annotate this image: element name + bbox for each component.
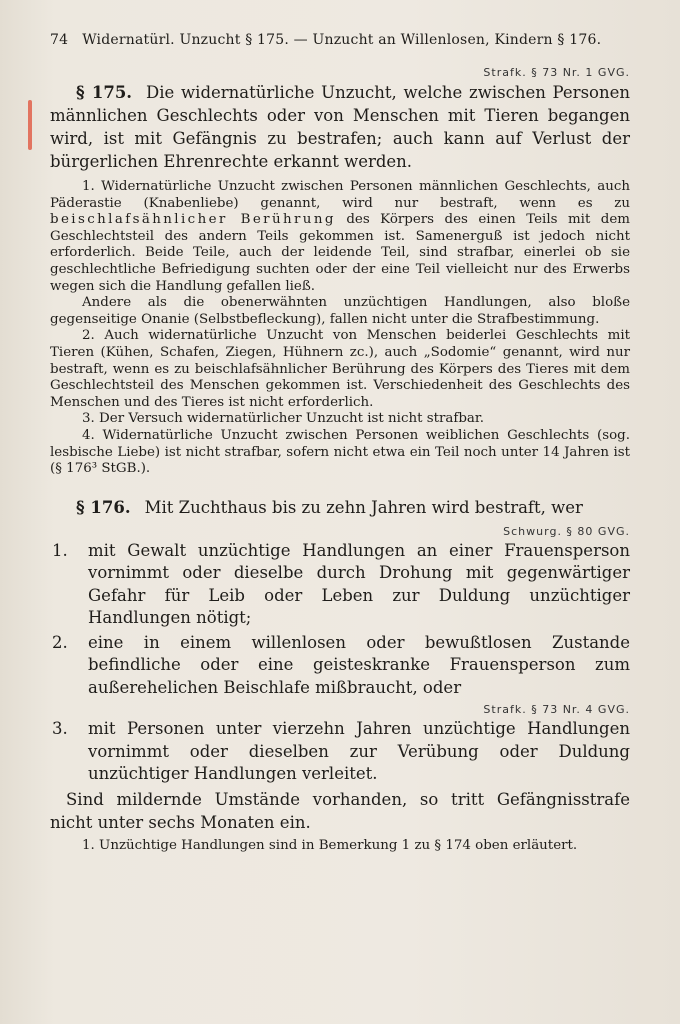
s175-note-1-emphasis: beischlafsähnlicher Berührung — [50, 212, 336, 228]
item-text: mit Personen unter vierzehn Jahren unzüchtige Handlungen vornimmt oder dieselben zur Verübung oder Duldung unzüchtiger Handlungen verleitet. — [88, 719, 630, 784]
s175-number: § 175. — [76, 83, 133, 102]
s176-number: § 176. — [76, 497, 131, 517]
item-number: 2. — [52, 632, 68, 652]
s176-item-2 — [50, 632, 630, 700]
item-number: 1. — [52, 540, 68, 560]
running-title: Widernatürl. Unzucht § 175. — Unzucht an Willenlosen, Kindern § 176. — [82, 32, 602, 48]
s176-reference-2: Strafk. § 73 Nr. 4 GVG. — [483, 703, 630, 717]
item-text: eine in einem willenlosen oder bewußtlosen Zustande befindliche oder eine geisteskranke Frauensperson zum außerehelichen Beischlafe mißbraucht, oder — [88, 632, 630, 697]
s176-paragraph — [50, 496, 630, 519]
s175-text: Die widernatürliche Unzucht, welche zwischen Personen männlichen Geschlechts oder von Menschen mit Tieren begangen wird, ist mit Gefängnis zu bestrafen; auch kann auf Verlust der bürgerlichen Ehrenrechte erkannt werden. — [50, 83, 630, 171]
s176-intro: Mit Zuchthaus bis zu zehn Jahren wird bestraft, wer — [144, 497, 583, 517]
running-header — [50, 32, 630, 48]
s176-note-1: 1. Unzüchtige Handlungen sind in Bemerkung 1 zu § 174 oben erläutert. — [82, 837, 578, 853]
s175-note-1-part-a: 1. Widernatürliche Unzucht zwischen Personen männlichen Geschlechts, auch Päderastie (Knabenliebe) genannt, wird nur bestraft, wenn es zu — [50, 179, 630, 211]
margin-pencil-mark — [28, 100, 32, 150]
item-number: 3. — [52, 719, 68, 739]
s176-reference-1: Schwurg. § 80 GVG. — [503, 524, 630, 538]
s176-item-1 — [50, 540, 630, 630]
s175-note-2: 2. Auch widernatürliche Unzucht von Menschen beiderlei Geschlechts mit Tieren (Kühen, Schafen, Ziegen, Hühnern zc.), auch „Sodomie“ genannt, wird nur bestraft, wenn es zu beischlafsähnlicher Berührung des Körpers des Tieres mit dem Geschlechtsteil des Menschen gekommen ist. Verschiedenheit des Geschlechts des Menschen und des Tieres ist nicht erforderlich. — [50, 328, 630, 410]
s175-note-3: 3. Der Versuch widernatürlicher Unzucht ist nicht strafbar. — [82, 411, 485, 427]
page-number: 74 — [50, 32, 69, 48]
s175-note-4: 4. Widernatürliche Unzucht zwischen Personen weiblichen Geschlechts (sog. lesbische Liebe) ist nicht strafbar, sofern nicht etwa ein Teil noch unter 14 Jahren ist (§ 176³ StGB.). — [50, 427, 630, 477]
s175-note-1-part-b: des Körpers des einen Teils mit dem Geschlechtsteil des andern Teils gekommen ist. Samenerguß ist jedoch nicht erforderlich. Beide Teile, auch der leidende Teil, sind strafbar, einerlei ob sie geschlechtliche Befriedigung suchten oder der eine Teil vielleicht nur des Erwerbs wegen sich die Handlung gefallen ließ. — [50, 212, 631, 294]
s175-note-1-continued: Andere als die obenerwähnten unzüchtigen Handlungen, also bloße gegenseitige Onanie (Selbstbefleckung), fallen nicht unter die Strafbestimmung. — [50, 295, 630, 327]
s175-reference: Strafk. § 73 Nr. 1 GVG. — [483, 66, 630, 79]
s176-item-3 — [50, 718, 630, 786]
item-text: mit Gewalt unzüchtige Handlungen an einer Frauensperson vornimmt oder dieselbe durch Drohung mit gegenwärtiger Gefahr für Leib oder Leben zur Duldung unzüchtiger Handlungen nötigt; — [88, 540, 630, 628]
s175-note-1 — [50, 179, 630, 295]
s175-paragraph — [50, 81, 630, 173]
s176-closing: Sind mildernde Umstände vorhanden, so tritt Gefängnisstrafe nicht unter sechs Monaten ein. — [50, 789, 630, 832]
